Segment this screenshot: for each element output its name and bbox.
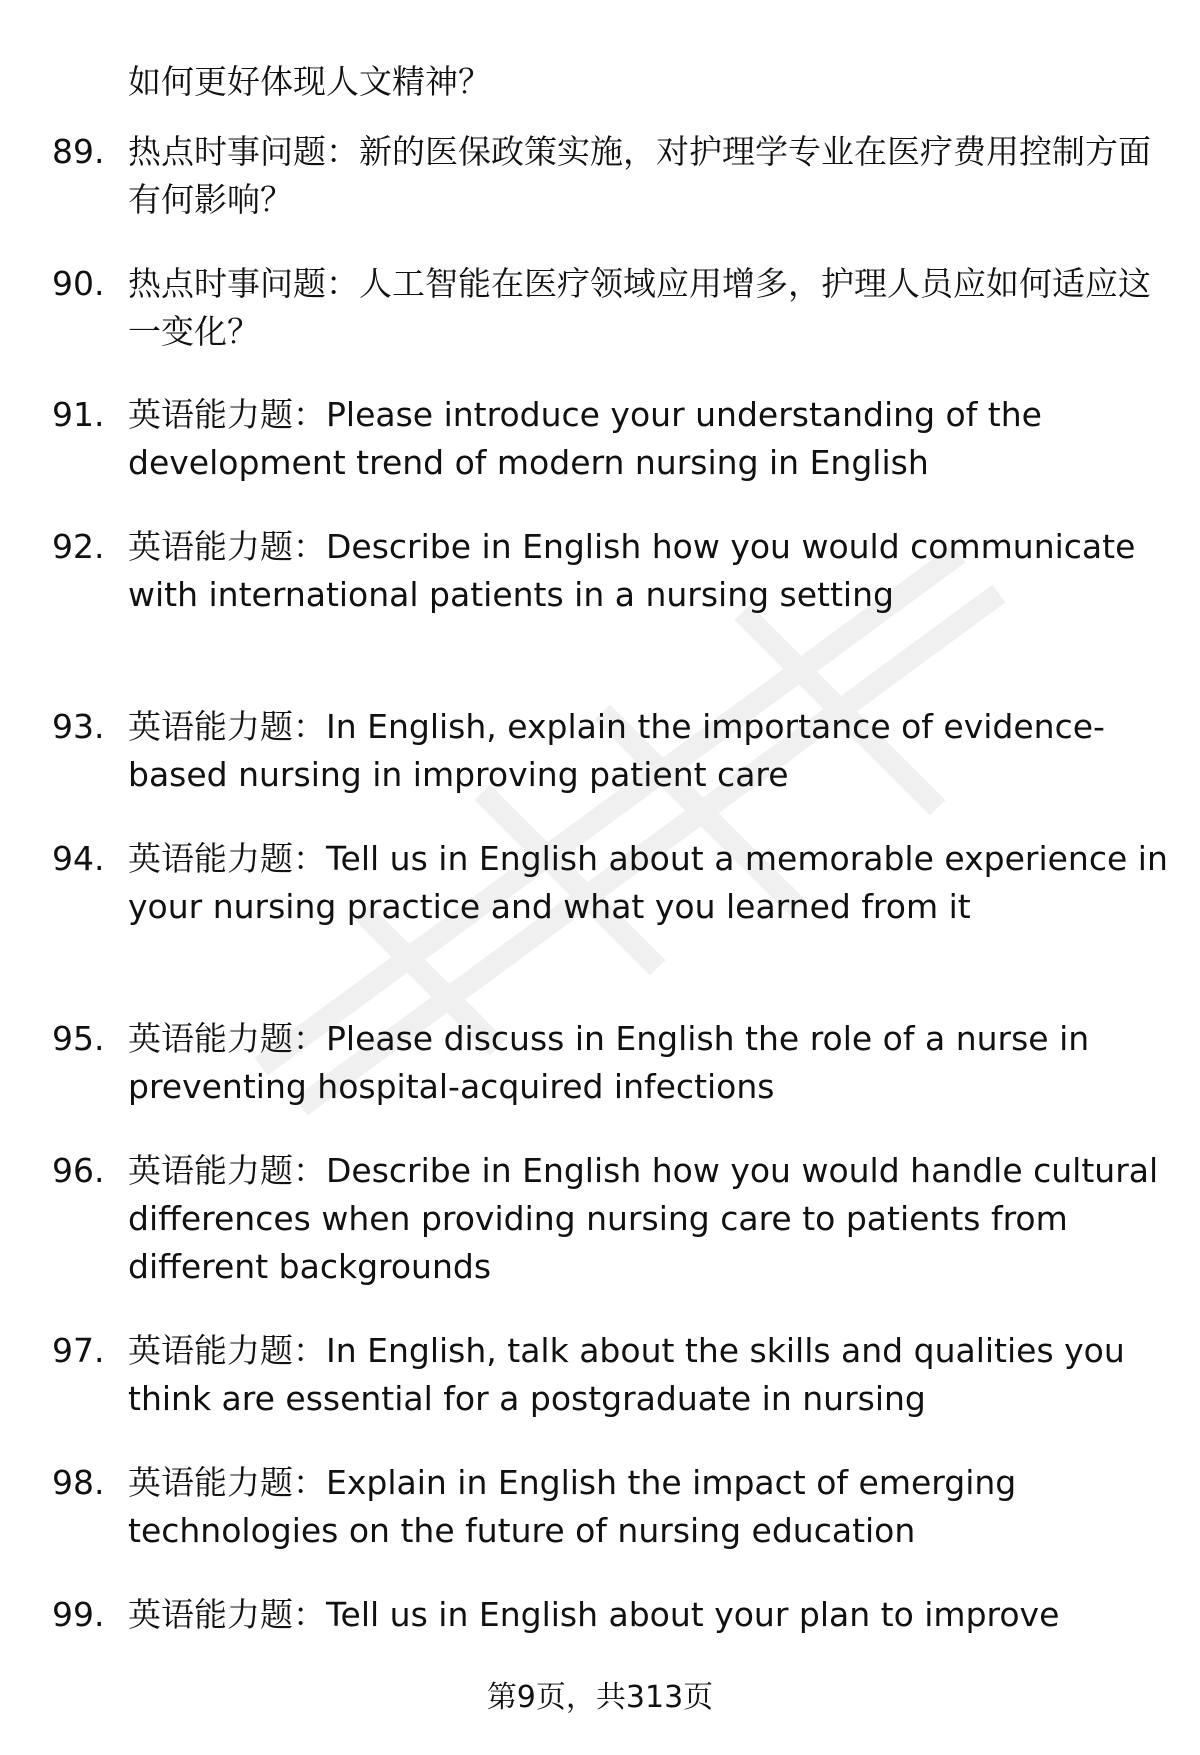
item-text: 热点时事问题：新的医保政策实施，对护理学专业在医疗费用控制方面有何影响？ bbox=[128, 132, 1151, 219]
continuation-text: 如何更好体现人文精神？ bbox=[128, 62, 491, 101]
item-number: 98. bbox=[52, 1463, 105, 1502]
item-text: 英语能力题：Explain in English the impact of emerging technologies on the future of nursing education bbox=[128, 1463, 1017, 1550]
item-number: 97. bbox=[52, 1331, 105, 1370]
item-number: 89. bbox=[52, 132, 105, 171]
item-text: 英语能力题：Describe in English how you would communicate with international patients in a nursing setting bbox=[128, 527, 1136, 614]
item-text: 英语能力题：In English, explain the importance of evidence-based nursing in improving patient care bbox=[128, 707, 1105, 794]
item-text: 英语能力题：Describe in English how you would handle cultural differences when providing nursing care to patients from different backgrounds bbox=[128, 1151, 1159, 1286]
item-number: 93. bbox=[52, 707, 105, 746]
item-number: 99. bbox=[52, 1595, 105, 1634]
item-text: 英语能力题：Tell us in English about a memorable experience in your nursing practice and what you learned from it bbox=[128, 839, 1168, 926]
item-number: 90. bbox=[52, 264, 105, 303]
item-number: 91. bbox=[52, 395, 105, 434]
item-text: 热点时事问题：人工智能在医疗领域应用增多，护理人员应如何适应这一变化？ bbox=[128, 264, 1151, 351]
item-text: 英语能力题：Please discuss in English the role of a nurse in preventing hospital-acquired infections bbox=[128, 1019, 1090, 1106]
item-text: 英语能力题：Tell us in English about your plan to improve bbox=[128, 1595, 1060, 1634]
item-text: 英语能力题：Please introduce your understanding of the development trend of modern nursing in English bbox=[128, 395, 1042, 482]
item-number: 96. bbox=[52, 1151, 105, 1190]
page-footer: 第9页，共313页 bbox=[486, 1680, 714, 1715]
item-number: 94. bbox=[52, 839, 105, 878]
item-text: 英语能力题：In English, talk about the skills and qualities you think are essential for a postgraduate in nursing bbox=[128, 1331, 1125, 1418]
item-number: 95. bbox=[52, 1019, 105, 1058]
item-number: 92. bbox=[52, 527, 105, 566]
